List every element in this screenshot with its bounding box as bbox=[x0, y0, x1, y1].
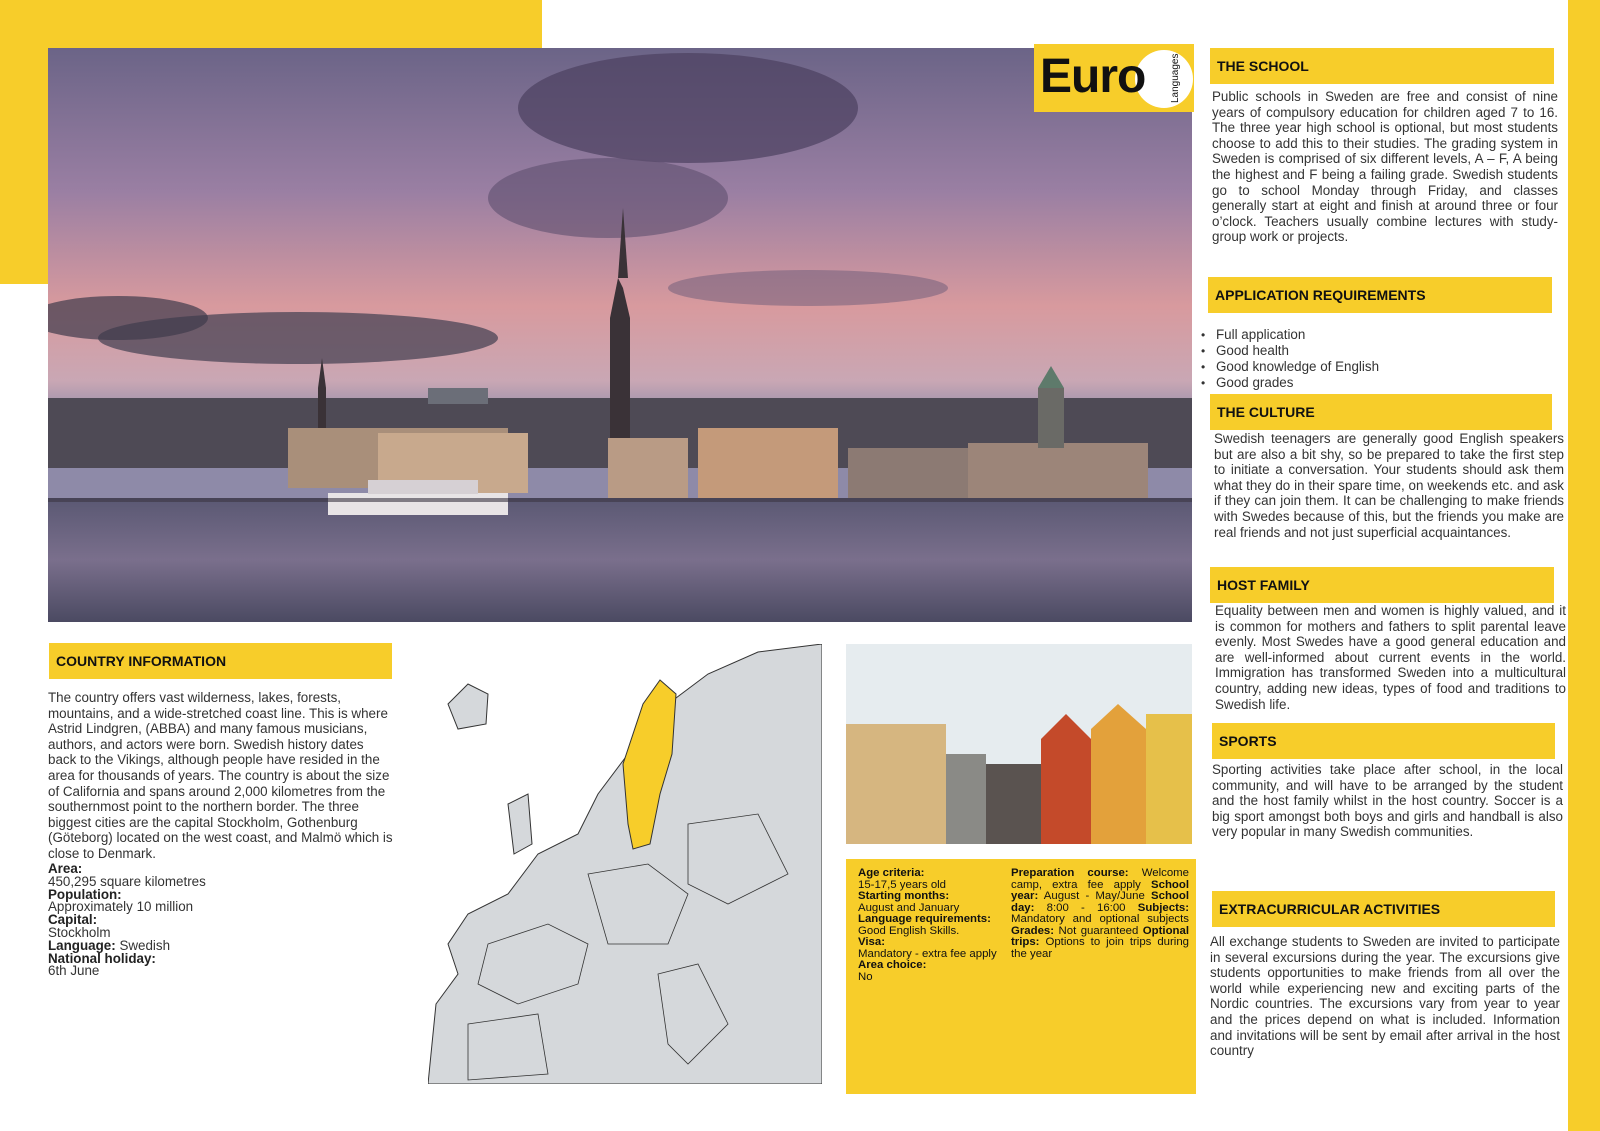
culture-heading: THE CULTURE bbox=[1210, 394, 1552, 430]
facts-column-right bbox=[1011, 868, 1189, 960]
months-label: Starting months: bbox=[858, 890, 950, 902]
subjects-value: Mandatory and optional subjects bbox=[1011, 913, 1189, 925]
subjects-label: Subjects: bbox=[1137, 901, 1190, 914]
extracurricular-heading: EXTRACURRICULAR ACTIVITIES bbox=[1212, 891, 1555, 927]
hero-photo bbox=[48, 48, 1192, 622]
list-item: • Good knowledge of English bbox=[1216, 359, 1379, 375]
language-label: Language: bbox=[48, 937, 116, 953]
area-value: 450,295 square kilometres bbox=[48, 873, 206, 889]
grades-value: Not guaranteed bbox=[1058, 924, 1139, 937]
europe-map bbox=[428, 644, 822, 1084]
school-day-label: School day: bbox=[1011, 890, 1189, 914]
list-item: • Good health bbox=[1216, 343, 1379, 359]
host-family-text: Equality between men and women is highly valued, and it is common for mothers and fathers to split parental leave evenly. Most Swedes have a good general education and are well-informed about current events in the world. Immigration has transformed Sweden into a multicultural country, adding new ideas, types of food and traditions to Swedish life. bbox=[1215, 603, 1566, 712]
list-item: • Good grades bbox=[1216, 375, 1379, 391]
country-text: The country offers vast wilderness, lakes, forests, mountains, and a wide-stretched coast line. This is where Astrid Lindgren, (ABBA) and many famous musicians, authors, and actors were born. Swedish history dates back to the Vikings, although people have resided in the area for thousands of years. The country is about the size of California and spans around 2,000 kilometres from the southernmost point to the northern border. The three biggest cities are the capital Stockholm, Gothenburg (Göteborg) located on the west coast, and Malmö which is close to Denmark. bbox=[48, 690, 393, 861]
stortorget-houses-image bbox=[846, 644, 1192, 844]
prep-label: Preparation course: bbox=[1011, 867, 1129, 879]
school-year-value: August - May/June bbox=[1043, 890, 1145, 902]
language-req-label: Language requirements: bbox=[858, 913, 991, 925]
visa-value: Mandatory - extra fee apply bbox=[858, 947, 997, 960]
trips-label: Optional trips: bbox=[1011, 924, 1189, 948]
language-value: Swedish bbox=[119, 937, 171, 953]
population-label: Population: bbox=[48, 886, 122, 902]
facts-column-left bbox=[858, 868, 1000, 983]
application-list bbox=[1216, 327, 1379, 391]
language-req-value: Good English Skills. bbox=[858, 924, 960, 937]
program-facts-box bbox=[846, 859, 1196, 1094]
country-facts bbox=[48, 863, 393, 978]
europe-map-image bbox=[428, 644, 822, 1084]
school-text: Public schools in Sweden are free and consist of nine years of compulsory education for children aged 7 to 16. The three year high school is optional, but most students choose to add this to their studies. The grading system in Sweden is comprised of six different levels, A – F, A being the highest and F being a failing grade. Swedish students go to school Monday through Friday, and classes generally start at eight and finish at around three or four o’clock. Teachers usually combine lectures with study-group work or projects. bbox=[1212, 89, 1558, 245]
area-choice-value: No bbox=[858, 970, 873, 983]
holiday-label: National holiday: bbox=[48, 950, 156, 966]
visa-label: Visa: bbox=[858, 936, 886, 948]
application-heading: APPLICATION REQUIREMENTS bbox=[1208, 277, 1552, 313]
sports-heading: SPORTS bbox=[1212, 723, 1555, 759]
culture-text: Swedish teenagers are generally good English speakers but are also a bit shy, so be prepared to take the first step to initiate a conversation. Your students should ask them what they do in their spare time, on weekends etc. and ask if they can join them. It can be challenging to make friends with Swedes because of this, but the friends you make are real friends and not just superficial acquaintances. bbox=[1214, 431, 1564, 540]
population-value: Approximately 10 million bbox=[48, 899, 194, 915]
school-day-value: 8:00 - 16:00 bbox=[1046, 901, 1126, 914]
country-heading: COUNTRY INFORMATION bbox=[49, 643, 392, 679]
right-accent-stripe bbox=[1568, 0, 1600, 1131]
area-label: Area: bbox=[48, 861, 83, 876]
age-value: 15-17,5 years old bbox=[858, 878, 947, 891]
capital-value: Stockholm bbox=[48, 924, 111, 940]
list-item: • Full application bbox=[1216, 327, 1379, 343]
capital-label: Capital: bbox=[48, 912, 98, 928]
area-choice-label: Area choice: bbox=[858, 959, 927, 971]
holiday-value: 6th June bbox=[48, 963, 100, 979]
school-heading: THE SCHOOL bbox=[1210, 48, 1554, 84]
euro-languages-logo bbox=[1034, 44, 1194, 112]
months-value: August and January bbox=[858, 901, 960, 914]
sports-text: Sporting activities take place after school, in the local community, and will have to be arranged by the student and the host family whilst in the host country. Soccer is a big sport amongst both boys and girls and handball is also very popular in many Swedish communities. bbox=[1212, 762, 1563, 840]
logo-subtext: Languages bbox=[1170, 53, 1181, 103]
old-town-photo bbox=[846, 644, 1192, 844]
grades-label: Grades: bbox=[1011, 924, 1055, 937]
extracurricular-text: All exchange students to Sweden are invited to participate in several excursions during the year. The excursions give students opportunities to make friends from all over the world while experiencing new and exciting parts of the Nordic countries. The excursions vary from year to year and the prices depend on what is included. Information and invitations will be sent by email after arrival in the host country bbox=[1210, 934, 1560, 1059]
trips-value: Options to join trips during the year bbox=[1011, 936, 1189, 960]
logo-text: Euro bbox=[1040, 50, 1146, 103]
age-label: Age criteria: bbox=[858, 867, 925, 879]
school-year-label: School year: bbox=[1011, 878, 1189, 902]
stockholm-skyline-image bbox=[48, 48, 1192, 622]
host-family-heading: HOST FAMILY bbox=[1210, 567, 1554, 603]
prep-value: Welcome camp, extra fee apply bbox=[1011, 867, 1189, 891]
